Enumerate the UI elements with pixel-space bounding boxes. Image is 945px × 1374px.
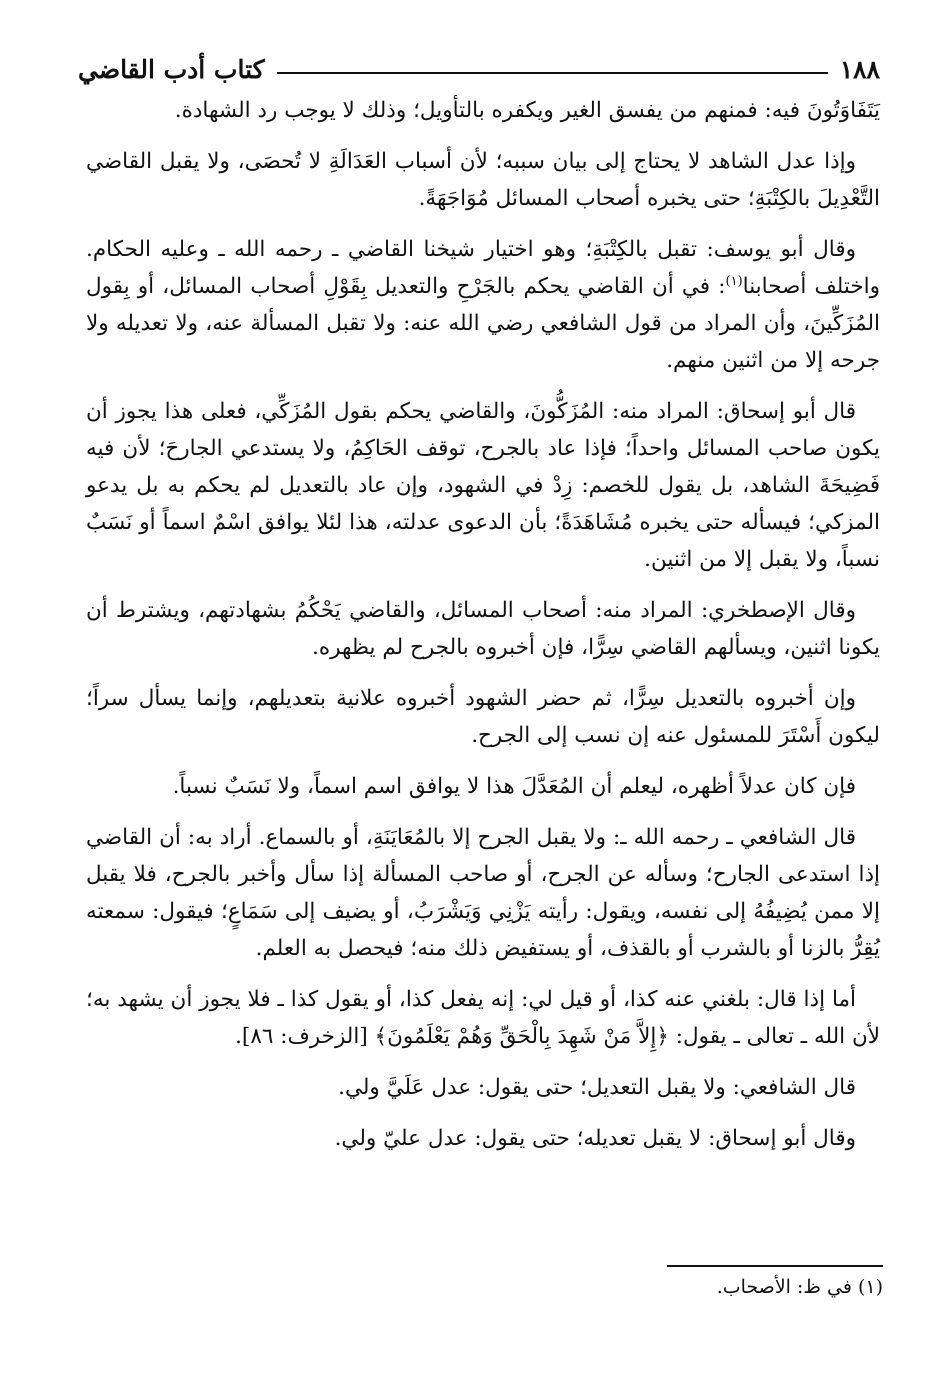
footnote-reference: (١) bbox=[725, 273, 743, 289]
paragraph: أما إذا قال: بلغني عنه كذا، أو قيل لي: إنه يفعل كذا، أو يقول كذا ـ فلا يجوز أن يشهد به؛ لأن الله ـ تعالى ـ يقول: ﴿إِلاَّ مَنْ شَهِدَ بِالْحَقِّ وَهُمْ يَعْلَمُونَ﴾ [الزخرف: ٨٦]. bbox=[86, 987, 880, 1049]
paragraph: قال الشافعي ـ رحمه الله ـ: ولا يقبل الجرح إلا بالمُعَايَنَةِ، أو بالسماع. أراد به: أن القاضي إذا استدعى الجارح؛ وسأله عن الجرح، أو صاحب المسألة إذا سأل وأخبر بالجرح، فلا يقبل إلا ممن يُضِيفُهُ إلى نفسه، ويقول: رأيته يَزْنِي وَيَشْرَبُ، أو يضيف إلى سَمَاعٍ؛ فيقول: سمعته يُقِرُّ بالزنا أو بالشرب أو بالقذف، أو يستفيض ذلك منه؛ فيحصل به العلم. bbox=[86, 825, 880, 961]
paragraph: وإذا عدل الشاهد لا يحتاج إلى بيان سببه؛ لأن أسباب العَدَالَةِ لا تُحصَى، ولا يقبل القاضي التَّعْدِيلَ بالكِتْبَةِ؛ حتى يخبره أصحاب المسائل مُوَاجَهَةً. bbox=[86, 149, 880, 211]
header-rule bbox=[277, 72, 828, 74]
main-text bbox=[86, 92, 880, 1171]
paragraph: قال الشافعي: ولا يقبل التعديل؛ حتى يقول: عدل عَلَيَّ ولي. bbox=[338, 1075, 856, 1100]
paragraph: فإن كان عدلاً أظهره، ليعلم أن المُعَدَّلَ هذا لا يوافق اسم اسماً، ولا نَسَبٌ نسباً. bbox=[172, 774, 856, 799]
paragraph: وقال الإصطخري: المراد منه: أصحاب المسائل، والقاضي يَحْكُمُ بشهادتهم، ويشترط أن يكونا اثنين، ويسألهم القاضي سِرًّا، فإن أخبروه بالجرح لم يظهره. bbox=[86, 598, 880, 660]
paragraph: وقال أبو إسحاق: لا يقبل تعديله؛ حتى يقول: عدل عليّ ولي. bbox=[334, 1126, 856, 1151]
paragraph-text: : في أن القاضي يحكم بالجَرْحِ والتعديل بِقَوْلِ أصحاب المسائل، أو بِقول المُزَكِّينَ، وأن المراد من قول الشافعي رضي الله عنه: ولا تقبل المسألة عنه، ولا تعديله ولا جرحه إلا من اثنين منهم. bbox=[86, 274, 880, 373]
running-title: كتاب أدب القاضي bbox=[78, 54, 265, 84]
page-number: ١٨٨ bbox=[839, 54, 880, 84]
paragraph: يَتَفَاوَتُونَ فيه: فمنهم من يفسق الغير ويكفره بالتأويل؛ وذلك لا يوجب رد الشهادة. bbox=[174, 98, 880, 123]
paragraph: قال أبو إسحاق: المراد منه: المُزَكُّونَ، والقاضي يحكم بقول المُزَكِّي، فعلى هذا يجوز أن يكون صاحب المسائل واحداً؛ فإذا عاد بالجرح، توقف الحَاكِمُ، ولا يستدعي الجارحَ؛ لأن فيه فَضِيحَةَ الشاهد، بل يقول للخصم: زِدْ في الشهود، وإن عاد بالتعديل لم يحكم به بل يدعو المزكي؛ فيسأله حتى يخبره مُشَاهَدَةً؛ بأن الدعوى عدلته، هذا لئلا يوافق اسْمٌ اسماً أو نَسَبٌ نسباً، ولا يقبل إلا من اثنين. bbox=[86, 399, 880, 572]
page-header bbox=[78, 52, 880, 86]
paragraph bbox=[86, 231, 880, 379]
paragraph-text: وقال أبو يوسف: تقبل بالكِتْبَةِ؛ وهو اختيار شيخنا القاضي ـ رحمه الله ـ وعليه الحكام. واختلف أصحابنا bbox=[86, 237, 880, 299]
footnote: (١) في ظ: الأصحاب. bbox=[716, 1276, 883, 1298]
paragraph: وإن أخبروه بالتعديل سِرًّا، ثم حضر الشهود أخبروه علانية بتعديلهم، وإنما يسأل سراً؛ ليكون أَسْتَرَ للمسئول عنه إن نسب إلى الجرح. bbox=[86, 686, 880, 748]
footnote-rule bbox=[667, 1265, 883, 1267]
